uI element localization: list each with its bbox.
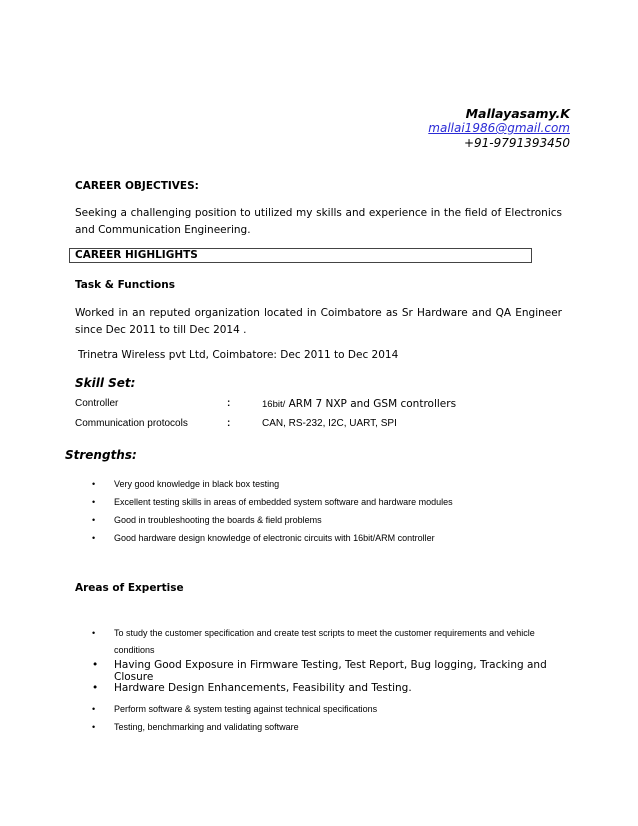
career-highlights-heading: CAREER HIGHLIGHTS	[75, 249, 198, 261]
expertise-list-3	[92, 704, 570, 740]
list-item: • Having Good Exposure in Firmware Testing, Test Report, Bug logging, Tracking and Closure	[92, 659, 570, 682]
list-item: • Hardware Design Enhancements, Feasibility and Testing.	[92, 682, 570, 701]
expertise-heading: Areas of Expertise	[75, 582, 184, 594]
skill-row-protocols	[75, 418, 555, 432]
skill-set-heading: Skill Set:	[75, 376, 136, 390]
phone-number: +91-9791393450	[463, 136, 570, 150]
email-link[interactable]: mallai1986@gmail.com	[428, 121, 570, 135]
list-item: • Very good knowledge in black box testing	[92, 479, 572, 497]
skill-separator: :	[227, 398, 231, 409]
expertise-list-2	[92, 659, 570, 701]
list-item: • Perform software & system testing against technical specifications	[92, 704, 570, 722]
list-item: • Good hardware design knowledge of electronic circuits with 16bit/ARM controller	[92, 533, 572, 551]
skill-key: Communication protocols	[75, 418, 188, 429]
skill-value-prefix: 16bit/	[262, 399, 286, 410]
task-functions-heading: Task & Functions	[75, 279, 175, 291]
skill-key: Controller	[75, 398, 119, 409]
career-highlights-box	[69, 248, 532, 263]
skill-separator: :	[227, 418, 231, 429]
skill-row-controller	[75, 398, 555, 412]
employer-line: Trinetra Wireless pvt Ltd, Coimbatore: Dec 2011 to Dec 2014	[78, 349, 399, 361]
list-item: • Good in troubleshooting the boards & field problems	[92, 515, 572, 533]
list-item: • Excellent testing skills in areas of embedded system software and hardware modules	[92, 497, 572, 515]
task-functions-text: Worked in an reputed organization located in Coimbatore as Sr Hardware and QA Engineer since Dec 2011 to till Dec 2014 .	[75, 307, 562, 336]
candidate-name: Mallayasamy.K	[465, 106, 570, 121]
career-objectives-text: Seeking a challenging position to utilized my skills and experience in the field of Electronics and Communication Engineering.	[75, 207, 562, 236]
skill-value: CAN, RS-232, I2C, UART, SPI	[262, 418, 397, 429]
list-item: • To study the customer specification and create test scripts to meet the customer requirements and vehicle conditions	[92, 625, 570, 659]
career-objectives-heading: CAREER OBJECTIVES:	[75, 180, 199, 192]
strengths-list	[92, 479, 572, 551]
skill-value-main: ARM 7 NXP and GSM controllers	[285, 398, 457, 410]
strengths-heading: Strengths:	[65, 448, 137, 462]
expertise-list-1	[92, 625, 570, 659]
skill-value	[262, 398, 456, 410]
list-item: • Testing, benchmarking and validating software	[92, 722, 570, 740]
